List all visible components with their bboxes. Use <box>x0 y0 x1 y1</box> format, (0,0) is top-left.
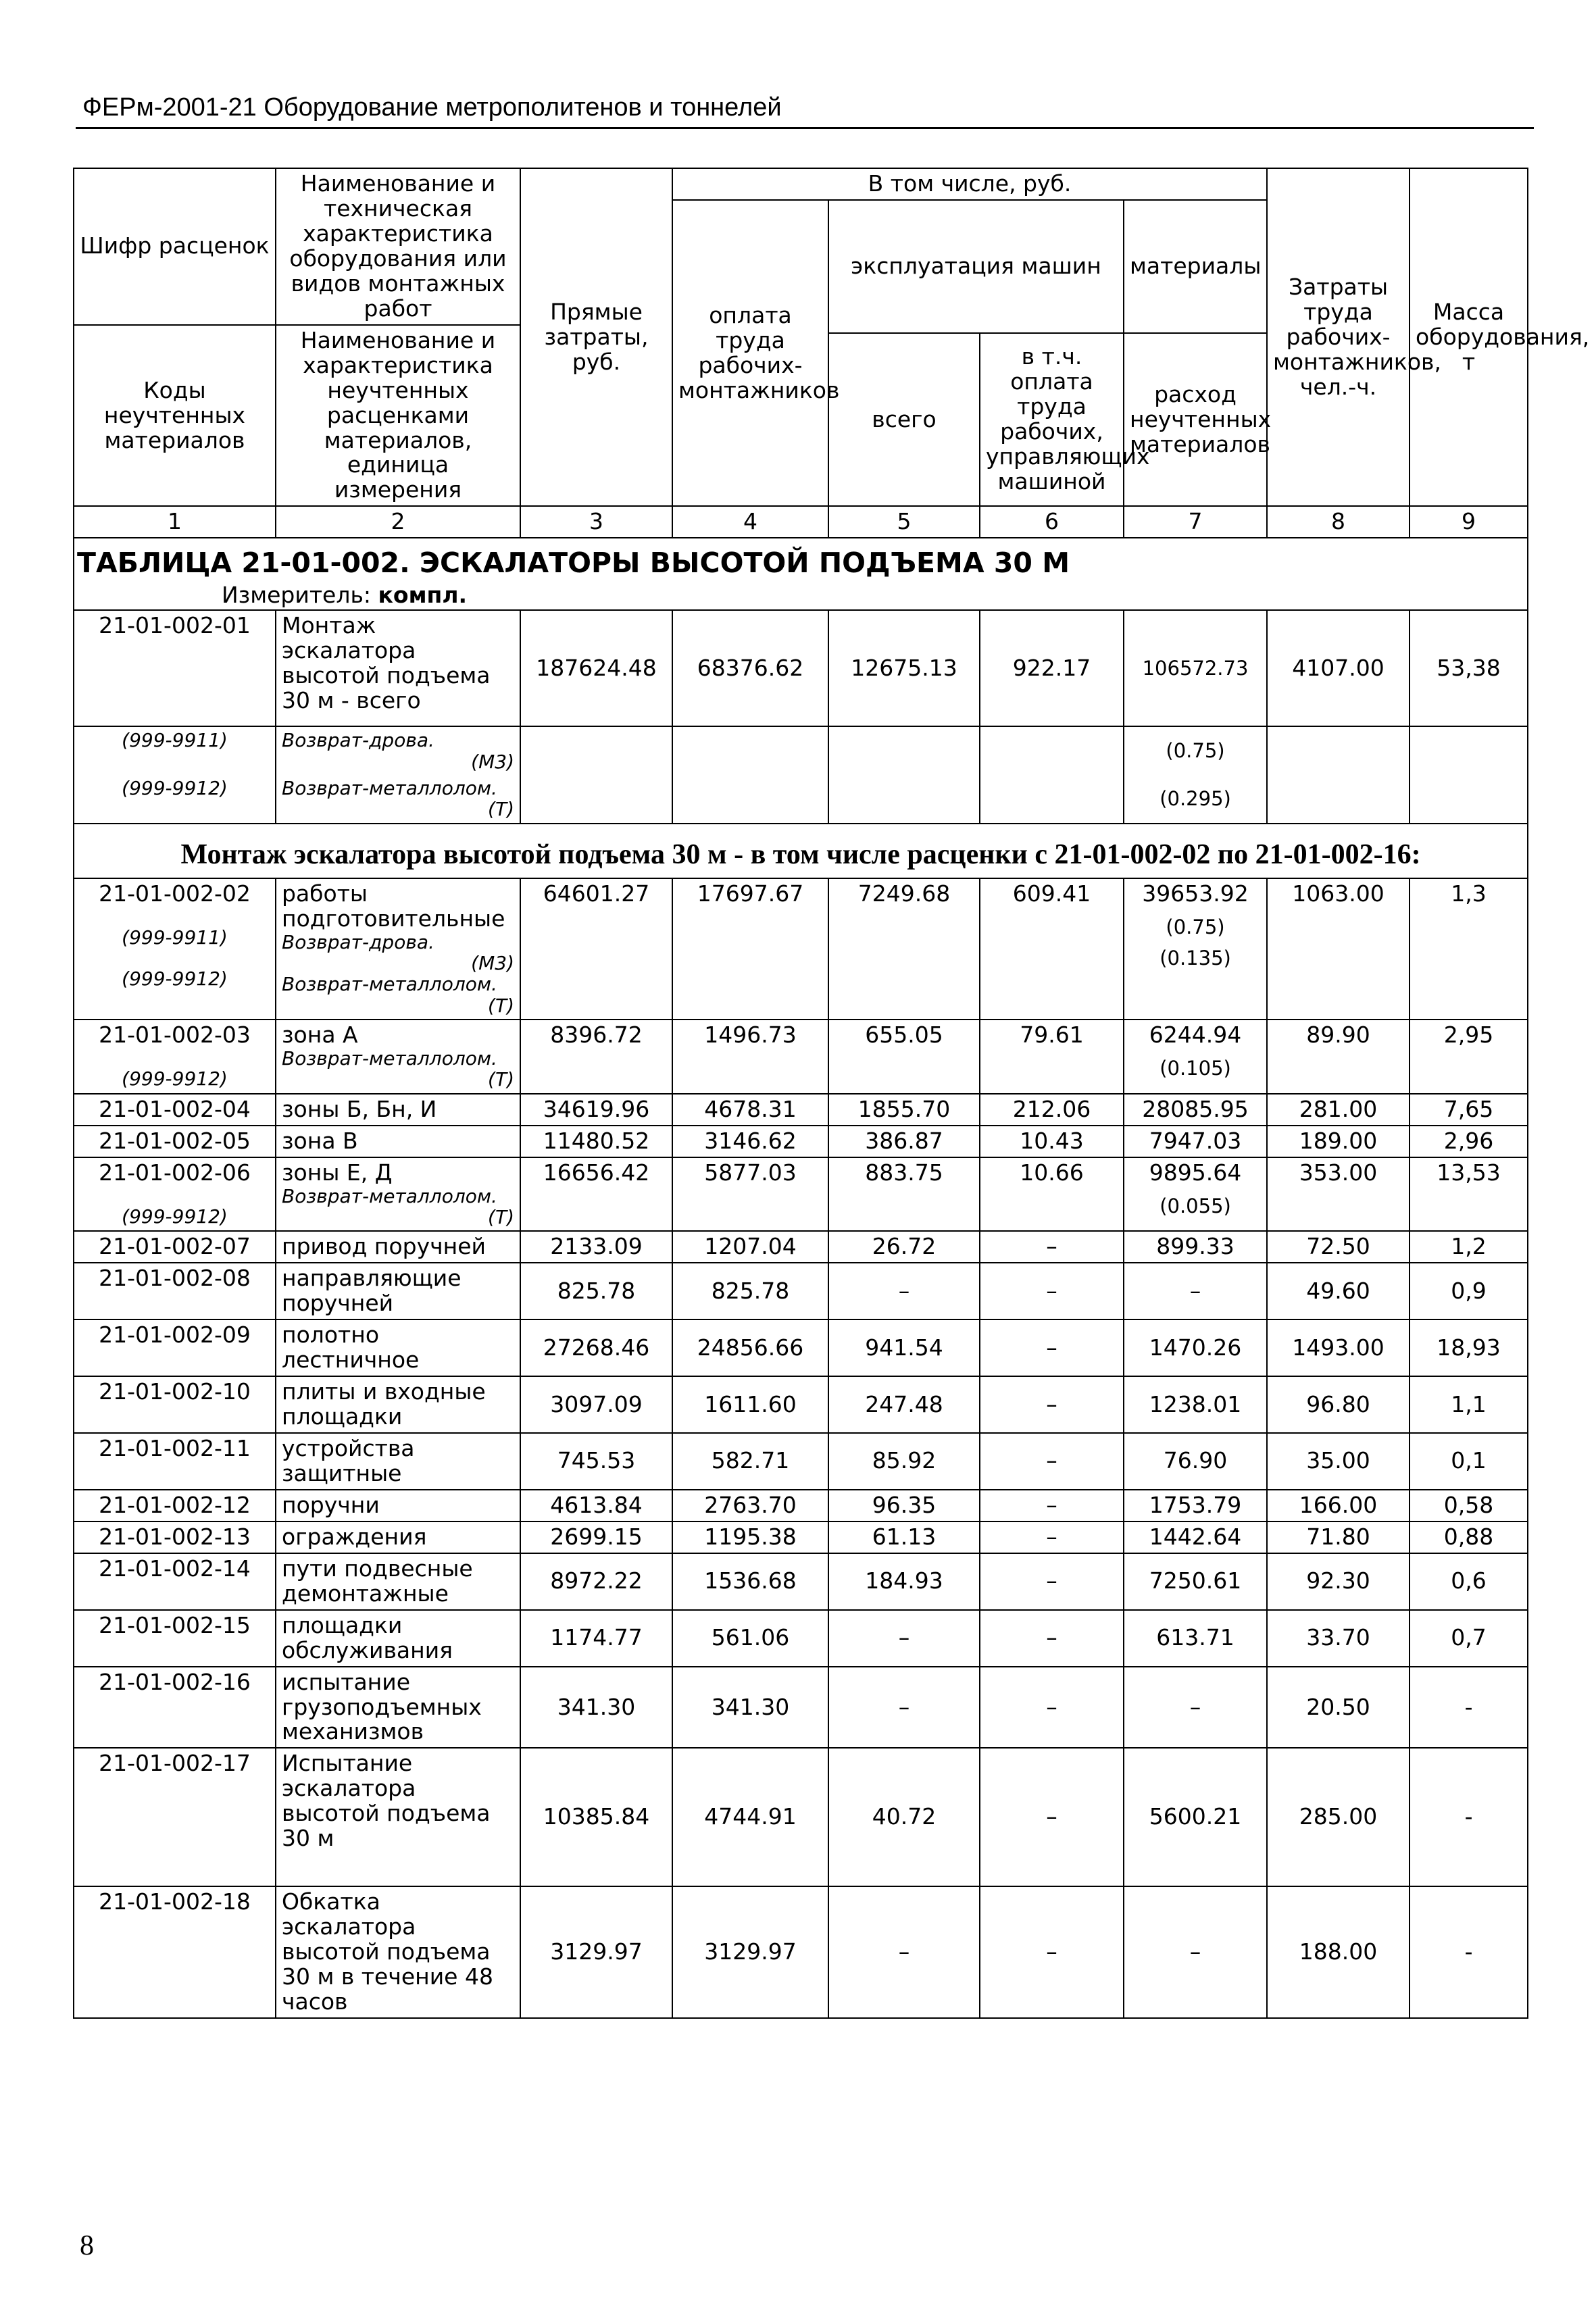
equipment-mass: 0,6 <box>1410 1553 1528 1610</box>
machines-total: 655.05 <box>828 1020 980 1094</box>
machines-total: 40.72 <box>828 1748 980 1886</box>
direct-costs: 8396.72 <box>520 1020 672 1094</box>
materials-header: материалы <box>1124 200 1267 333</box>
materials-cost: 39653.92 <box>1142 880 1249 907</box>
table-row <box>74 1667 1528 1749</box>
material-unit: (М3) <box>471 951 514 974</box>
table-row <box>74 1553 1528 1610</box>
col-number: 2 <box>276 506 520 538</box>
col-number: 6 <box>980 506 1124 538</box>
material-code: (999-9911) <box>74 726 276 775</box>
labor-pay: 3146.62 <box>672 1126 828 1157</box>
materials-cost: – <box>1124 1667 1267 1749</box>
labor-pay: 5877.03 <box>672 1157 828 1232</box>
col-number: 5 <box>828 506 980 538</box>
row-name: зоны Е, Д <box>282 1159 393 1186</box>
equipment-mass: - <box>1410 1886 1528 2018</box>
row-name-cell <box>276 1157 520 1232</box>
row-code-cell <box>74 1157 276 1232</box>
labor-pay: 1195.38 <box>672 1521 828 1553</box>
equipment-mass: 1,3 <box>1410 878 1528 1020</box>
material-label: Возврат-металлолом. <box>282 1184 497 1207</box>
table-title: ТАБЛИЦА 21-01-002. ЭСКАЛАТОРЫ ВЫСОТОЙ ПОДЪЕМА 30 М <box>74 538 1528 580</box>
labor-pay: 561.06 <box>672 1610 828 1667</box>
labor-hours: 35.00 <box>1267 1433 1410 1490</box>
materials-cell <box>1124 1020 1267 1094</box>
row-code-cell <box>74 1020 276 1094</box>
material-unit: (Т) <box>488 1205 514 1228</box>
row-code: 21-01-002-13 <box>74 1521 276 1553</box>
row-name: зоны Б, Бн, И <box>276 1094 520 1126</box>
machines-total: 883.75 <box>828 1157 980 1232</box>
material-label: Возврат-металлолом. <box>282 1047 497 1070</box>
equipment-mass: - <box>1410 1748 1528 1886</box>
row-name: зона А <box>282 1022 358 1049</box>
machines-labor: – <box>980 1610 1124 1667</box>
direct-costs: 10385.84 <box>520 1748 672 1886</box>
equipment-mass: 0,7 <box>1410 1610 1528 1667</box>
row-name: пути подвесные демонтажные <box>276 1553 520 1610</box>
table-row <box>74 1020 1528 1094</box>
direct-costs: 2133.09 <box>520 1231 672 1263</box>
materials-cell <box>1124 1157 1267 1232</box>
col2-bottom-header: Наименование и характеристика неучтенных расценками материалов, единица измерения <box>276 325 520 507</box>
material-qty: (0.135) <box>1159 947 1231 970</box>
row-name: Монтаж эскалатора высотой подъема 30 м - всего <box>276 610 520 726</box>
machines-labor: – <box>980 1433 1124 1490</box>
page-number: 8 <box>80 2230 94 2261</box>
row-name: привод поручней <box>276 1231 520 1263</box>
col4-header: оплата труда рабочих-монтажников <box>672 200 828 506</box>
col1-bottom-header: Коды неучтенных материалов <box>74 325 276 507</box>
machines-labor: – <box>980 1319 1124 1376</box>
equipment-mass: 0,88 <box>1410 1521 1528 1553</box>
labor-pay: 17697.67 <box>672 878 828 1020</box>
material-row <box>74 726 1528 775</box>
row-name: ограждения <box>276 1521 520 1553</box>
row-name: плиты и входные площадки <box>276 1376 520 1433</box>
labor-pay: 24856.66 <box>672 1319 828 1376</box>
material-label: Возврат-металлолом. <box>282 776 497 799</box>
machines-total: 247.48 <box>828 1376 980 1433</box>
labor-hours: 92.30 <box>1267 1553 1410 1610</box>
col-number: 3 <box>520 506 672 538</box>
labor-hours: 33.70 <box>1267 1610 1410 1667</box>
labor-hours: 188.00 <box>1267 1886 1410 2018</box>
material-code: (999-9912) <box>74 775 276 824</box>
row-name: зона В <box>276 1126 520 1157</box>
row-name-cell <box>276 1020 520 1094</box>
col7-header: расход неучтенных материалов <box>1124 333 1267 507</box>
row-code: 21-01-002-16 <box>74 1667 276 1749</box>
page-header-title: ФЕРм-2001-21 Оборудование метрополитенов и тоннелей <box>82 93 782 122</box>
materials-cost: 106572.73 <box>1124 610 1267 726</box>
material-label: Возврат-дрова. <box>282 930 434 953</box>
labor-hours: 71.80 <box>1267 1521 1410 1553</box>
equipment-mass: 7,65 <box>1410 1094 1528 1126</box>
material-qty: (0.055) <box>1159 1194 1231 1217</box>
material-unit: (Т) <box>488 1068 514 1091</box>
row-code: 21-01-002-18 <box>74 1886 276 2018</box>
machines-total: 96.35 <box>828 1490 980 1521</box>
machines-labor: – <box>980 1886 1124 2018</box>
direct-costs: 187624.48 <box>520 610 672 726</box>
labor-pay: 1207.04 <box>672 1231 828 1263</box>
labor-hours: 72.50 <box>1267 1231 1410 1263</box>
machines-total: 7249.68 <box>828 878 980 1020</box>
table-row <box>74 610 1528 726</box>
row-code: 21-01-002-11 <box>74 1433 276 1490</box>
equipment-mass: 2,95 <box>1410 1020 1528 1094</box>
machines-labor: – <box>980 1263 1124 1319</box>
row-name: Испытание эскалатора высотой подъема 30 м <box>276 1748 520 1886</box>
material-unit: (Т) <box>488 798 514 821</box>
col-number: 9 <box>1410 506 1528 538</box>
material-label: Возврат-дрова. <box>282 729 434 752</box>
direct-costs: 3097.09 <box>520 1376 672 1433</box>
material-code: (999-9912) <box>122 1067 228 1090</box>
direct-costs: 2699.15 <box>520 1521 672 1553</box>
machines-labor: – <box>980 1521 1124 1553</box>
labor-pay: 341.30 <box>672 1667 828 1749</box>
material-unit: (Т) <box>488 994 514 1017</box>
row-code: 21-01-002-12 <box>74 1490 276 1521</box>
direct-costs: 64601.27 <box>520 878 672 1020</box>
machines-total: – <box>828 1667 980 1749</box>
header-rule <box>76 127 1534 129</box>
row-name: работы подготовительные <box>282 880 505 932</box>
table-row <box>74 1886 1528 2018</box>
col5-header: всего <box>828 333 980 507</box>
col-number: 4 <box>672 506 828 538</box>
col1-top-header: Шифр расценок <box>74 168 276 325</box>
table-row <box>74 1231 1528 1263</box>
table-row <box>74 1748 1528 1886</box>
machines-total: – <box>828 1263 980 1319</box>
machines-total: 26.72 <box>828 1231 980 1263</box>
direct-costs: 4613.84 <box>520 1490 672 1521</box>
price-table <box>73 168 1590 2019</box>
material-qty: (0.75) <box>1124 726 1267 775</box>
direct-costs: 3129.97 <box>520 1886 672 2018</box>
row-code: 21-01-002-08 <box>74 1263 276 1319</box>
material-label: Возврат-металлолом. <box>282 973 497 996</box>
machines-labor: 922.17 <box>980 610 1124 726</box>
row-name: Обкатка эскалатора высотой подъема 30 м в течение 48 часов <box>276 1886 520 2018</box>
labor-pay: 68376.62 <box>672 610 828 726</box>
col9-header: Масса оборудования, т <box>1410 168 1528 506</box>
equipment-mass: 0,1 <box>1410 1433 1528 1490</box>
labor-pay: 582.71 <box>672 1433 828 1490</box>
materials-cost: 5600.21 <box>1124 1748 1267 1886</box>
labor-pay: 1536.68 <box>672 1553 828 1610</box>
machines-labor: 609.41 <box>980 878 1124 1020</box>
row-name: площадки обслуживания <box>276 1610 520 1667</box>
machines-total: 1855.70 <box>828 1094 980 1126</box>
row-code: 21-01-002-09 <box>74 1319 276 1376</box>
material-name <box>276 775 520 824</box>
machines-labor: – <box>980 1553 1124 1610</box>
row-name: направляющие поручней <box>276 1263 520 1319</box>
row-name-cell <box>276 878 520 1020</box>
col-number: 1 <box>74 506 276 538</box>
table-row <box>74 1263 1528 1319</box>
materials-cost: 6244.94 <box>1149 1022 1242 1049</box>
col2-top-header: Наименование и техническая характеристика оборудования или видов монтажных работ <box>276 168 520 325</box>
direct-costs: 27268.46 <box>520 1319 672 1376</box>
row-code: 21-01-002-05 <box>74 1126 276 1157</box>
table-row <box>74 1490 1528 1521</box>
equipment-mass: 0,9 <box>1410 1263 1528 1319</box>
equipment-mass: 1,2 <box>1410 1231 1528 1263</box>
row-code: 21-01-002-06 <box>99 1159 251 1186</box>
row-code: 21-01-002-01 <box>74 610 276 726</box>
direct-costs: 745.53 <box>520 1433 672 1490</box>
table-row <box>74 1319 1528 1376</box>
materials-cost: 7947.03 <box>1124 1126 1267 1157</box>
unit-of-measure <box>74 580 1528 610</box>
material-code: (999-9911) <box>122 926 228 949</box>
materials-cost: 1442.64 <box>1124 1521 1267 1553</box>
table-row <box>74 1433 1528 1490</box>
labor-pay: 4744.91 <box>672 1748 828 1886</box>
labor-hours: 353.00 <box>1267 1157 1410 1232</box>
equipment-mass: 53,38 <box>1410 610 1528 726</box>
machines-labor: – <box>980 1231 1124 1263</box>
materials-cost: 899.33 <box>1124 1231 1267 1263</box>
labor-hours: 1493.00 <box>1267 1319 1410 1376</box>
incl-header: В том числе, руб. <box>672 168 1267 200</box>
materials-cost: 1753.79 <box>1124 1490 1267 1521</box>
machines-total: 184.93 <box>828 1553 980 1610</box>
row-name: испытание грузоподъемных механизмов <box>276 1667 520 1749</box>
labor-hours: 281.00 <box>1267 1094 1410 1126</box>
unit-label: Измеритель: <box>222 582 372 609</box>
machines-total: – <box>828 1886 980 2018</box>
machines-total: 85.92 <box>828 1433 980 1490</box>
labor-hours: 189.00 <box>1267 1126 1410 1157</box>
materials-cost: 76.90 <box>1124 1433 1267 1490</box>
machines-header: эксплуатация машин <box>828 200 1124 333</box>
equipment-mass: 18,93 <box>1410 1319 1528 1376</box>
labor-hours: 285.00 <box>1267 1748 1410 1886</box>
row-code-cell <box>74 878 276 1020</box>
materials-cost: 9895.64 <box>1149 1159 1242 1186</box>
unit-value: компл. <box>378 582 468 609</box>
row-code: 21-01-002-17 <box>74 1748 276 1886</box>
direct-costs: 11480.52 <box>520 1126 672 1157</box>
material-name <box>276 726 520 775</box>
machines-labor: – <box>980 1376 1124 1433</box>
machines-total: 61.13 <box>828 1521 980 1553</box>
machines-labor: – <box>980 1748 1124 1886</box>
col3-header: Прямые затраты, руб. <box>520 168 672 506</box>
machines-total: 941.54 <box>828 1319 980 1376</box>
material-qty: (0.75) <box>1166 915 1225 938</box>
machines-labor: 10.43 <box>980 1126 1124 1157</box>
machines-total: – <box>828 1610 980 1667</box>
row-code: 21-01-002-02 <box>99 880 251 907</box>
row-name: поручни <box>276 1490 520 1521</box>
direct-costs: 1174.77 <box>520 1610 672 1667</box>
machines-labor: 79.61 <box>980 1020 1124 1094</box>
row-code: 21-01-002-14 <box>74 1553 276 1610</box>
material-qty: (0.295) <box>1124 775 1267 824</box>
table-row <box>74 1157 1528 1232</box>
table-row <box>74 1126 1528 1157</box>
material-unit: (М3) <box>471 750 514 773</box>
direct-costs: 34619.96 <box>520 1094 672 1126</box>
col6-header: в т.ч. оплата труда рабочих, управляющих машиной <box>980 333 1124 507</box>
material-code: (999-9912) <box>122 1205 228 1228</box>
machines-labor: – <box>980 1490 1124 1521</box>
equipment-mass: 13,53 <box>1410 1157 1528 1232</box>
machines-labor: 212.06 <box>980 1094 1124 1126</box>
labor-pay: 1496.73 <box>672 1020 828 1094</box>
machines-total: 12675.13 <box>828 610 980 726</box>
materials-cell <box>1124 878 1267 1020</box>
labor-hours: 1063.00 <box>1267 878 1410 1020</box>
row-code: 21-01-002-10 <box>74 1376 276 1433</box>
row-code: 21-01-002-03 <box>99 1022 251 1049</box>
machines-total: 386.87 <box>828 1126 980 1157</box>
equipment-mass: 1,1 <box>1410 1376 1528 1433</box>
direct-costs: 16656.42 <box>520 1157 672 1232</box>
labor-hours: 20.50 <box>1267 1667 1410 1749</box>
col-number: 8 <box>1267 506 1410 538</box>
table-row <box>74 878 1528 1020</box>
machines-labor: 10.66 <box>980 1157 1124 1232</box>
section-note: Монтаж эскалатора высотой подъема 30 м - в том числе расценки с 21-01-002-02 по 21-01-002-16: <box>74 824 1528 878</box>
labor-hours: 49.60 <box>1267 1263 1410 1319</box>
machines-labor: – <box>980 1667 1124 1749</box>
table-row <box>74 1376 1528 1433</box>
row-name: устройства защитные <box>276 1433 520 1490</box>
row-code: 21-01-002-15 <box>74 1610 276 1667</box>
table-row <box>74 1094 1528 1126</box>
labor-hours: 89.90 <box>1267 1020 1410 1094</box>
labor-pay: 1611.60 <box>672 1376 828 1433</box>
labor-pay: 2763.70 <box>672 1490 828 1521</box>
material-code: (999-9912) <box>122 967 228 990</box>
row-code: 21-01-002-04 <box>74 1094 276 1126</box>
materials-cost: 28085.95 <box>1124 1094 1267 1126</box>
equipment-mass: - <box>1410 1667 1528 1749</box>
table-row <box>74 1610 1528 1667</box>
table-row <box>74 1521 1528 1553</box>
materials-cost: – <box>1124 1886 1267 2018</box>
labor-hours: 166.00 <box>1267 1490 1410 1521</box>
row-code: 21-01-002-07 <box>74 1231 276 1263</box>
col-number: 7 <box>1124 506 1267 538</box>
labor-pay: 3129.97 <box>672 1886 828 2018</box>
labor-hours: 4107.00 <box>1267 610 1410 726</box>
materials-cost: 1238.01 <box>1124 1376 1267 1433</box>
materials-cost: 7250.61 <box>1124 1553 1267 1610</box>
labor-pay: 4678.31 <box>672 1094 828 1126</box>
materials-cost: 1470.26 <box>1124 1319 1267 1376</box>
row-name: полотно лестничное <box>276 1319 520 1376</box>
direct-costs: 8972.22 <box>520 1553 672 1610</box>
labor-pay: 825.78 <box>672 1263 828 1319</box>
direct-costs: 341.30 <box>520 1667 672 1749</box>
col8-header: Затраты труда рабочих-монтажников, чел.-ч. <box>1267 168 1410 506</box>
labor-hours: 96.80 <box>1267 1376 1410 1433</box>
materials-cost: – <box>1124 1263 1267 1319</box>
material-row <box>74 775 1528 824</box>
direct-costs: 825.78 <box>520 1263 672 1319</box>
equipment-mass: 2,96 <box>1410 1126 1528 1157</box>
material-qty: (0.105) <box>1159 1056 1231 1080</box>
equipment-mass: 0,58 <box>1410 1490 1528 1521</box>
materials-cost: 613.71 <box>1124 1610 1267 1667</box>
